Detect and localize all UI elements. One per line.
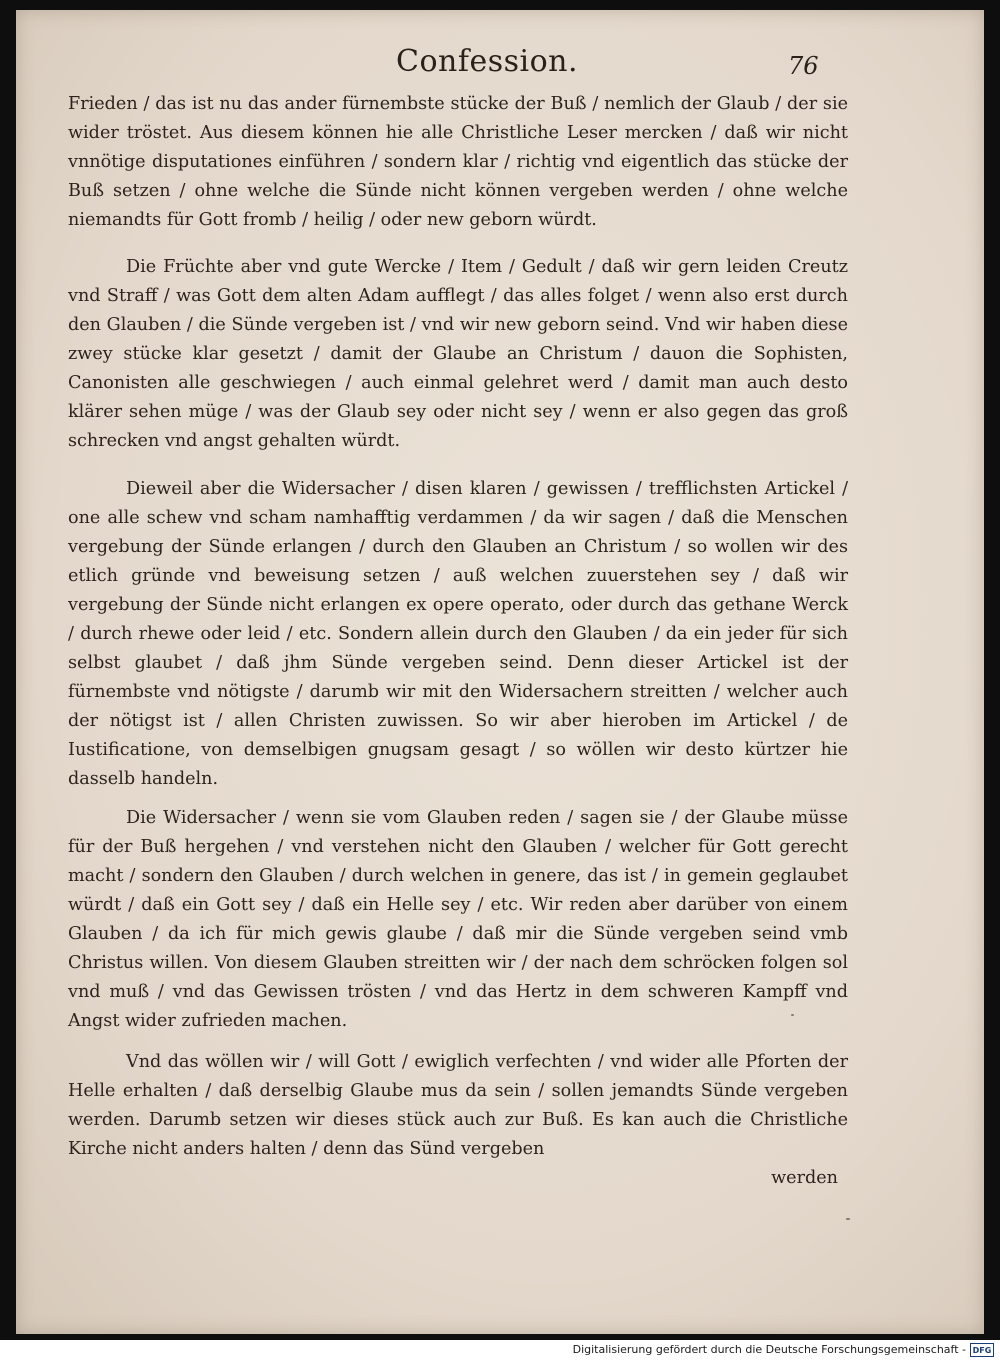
catchword-row xyxy=(68,1164,848,1193)
paragraph-5: Vnd das wöllen wir / will Gott / ewiglich verfechten / vnd wider alle Pforten der Helle erhalten / daß derselbig Glaube mus da sein / sollen jemandts Sünde vergeben werden. Darumb setzen wir dieses stück auch zur Buß. Es kan auch die Christliche Kirche nicht anders halten / denn das Sünd vergeben xyxy=(68,1052,848,1159)
book-page xyxy=(16,10,984,1334)
paragraph-4: Die Widersacher / wenn sie vom Glauben reden / sagen sie / der Glaube müsse für der Buß hergehen / vnd verstehen nicht den Glauben / welcher für Gott gerecht macht / sondern den Glauben / durch welchen in genere, das ist / in gemein geglaubet würdt / daß ein Gott sey / daß ein Helle sey / etc. Wir reden aber darüber von einem Glauben / da ich für mich gewis glaube / daß mir die Sünde vergeben seind vmb Christus willen. Von diesem Glauben streitten wir / der nach dem schröcken folgen sol vnd muß / vnd das Gewissen trösten / vnd das Hertz in dem schweren Kampff vnd Angst wider zufrieden machen. xyxy=(68,808,848,1031)
page-number: 76 xyxy=(788,52,819,80)
dfg-logo-icon: DFG xyxy=(970,1343,994,1357)
paragraph-2: Die Früchte aber vnd gute Wercke / Item / Gedult / daß wir gern leiden Creutz vnd Straff / was Gott dem alten Adam aufflegt / das alles folget / wenn also erst durch den Glauben / die Sünde vergeben ist / vnd wir new geborn seind. Vnd wir haben diese zwey stücke klar gesetzt / damit der Glaube an Christum / dauon die Sophisten, Canonisten alle geschwiegen / auch einmal gelehret werd / damit man auch desto klärer sehen müge / was der Glaub sey oder nicht sey / wenn er also gegen das groß schrecken vnd angst gehalten würdt. xyxy=(68,257,848,451)
paragraph-3: Dieweil aber die Widersacher / disen klaren / gewissen / trefflichsten Artickel / one alle schew vnd scham namhafftig verdammen / da wir sagen / daß die Menschen vergebung der Sünde erlangen / durch den Glauben an Christum / so wollen wir des etlich gründe vnd beweisung setzen / auß welchen zuuerstehen sey / daß wir vergebung der Sünde nicht erlangen ex opere operato, oder durch das gethane Werck / durch rhewe oder leid / etc. Sondern allein durch den Glauben / da ein jeder für sich selbst glaubet / daß jhm Sünde vergeben seind. Denn dieser Artickel ist der fürnembste vnd nötigste / darumb wir mit den Widersachern streitten / welcher auch der nötigst ist / allen Christen zuwissen. So wir aber hieroben im Artickel / de Iustificatione, von demselbigen gnugsam gesagt / so wöllen wir desto kürtzer hie dasselb handeln. xyxy=(68,479,848,789)
body-text xyxy=(68,90,848,1193)
running-head-title: Confession. xyxy=(396,44,578,79)
running-head xyxy=(16,44,984,84)
paper-speck xyxy=(791,1014,794,1016)
footer-bar xyxy=(0,1340,1000,1361)
paper-speck xyxy=(846,1218,850,1220)
funding-credit: Digitalisierung gefördert durch die Deutsche Forschungsgemeinschaft - xyxy=(572,1343,966,1356)
paragraph-1: Frieden / das ist nu das ander fürnembste stücke der Buß / nemlich der Glaub / der sie wider tröstet. Aus diesem können hie alle Christliche Leser mercken / daß wir nicht vnnötige disputationes einführen / sondern klar / richtig vnd eigentlich das stücke der Buß setzen / ohne welche die Sünde nicht können vergeben werden / ohne welche niemandts für Gott fromb / heilig / oder new geborn würdt. xyxy=(68,94,848,230)
catchword: werden xyxy=(771,1168,838,1188)
